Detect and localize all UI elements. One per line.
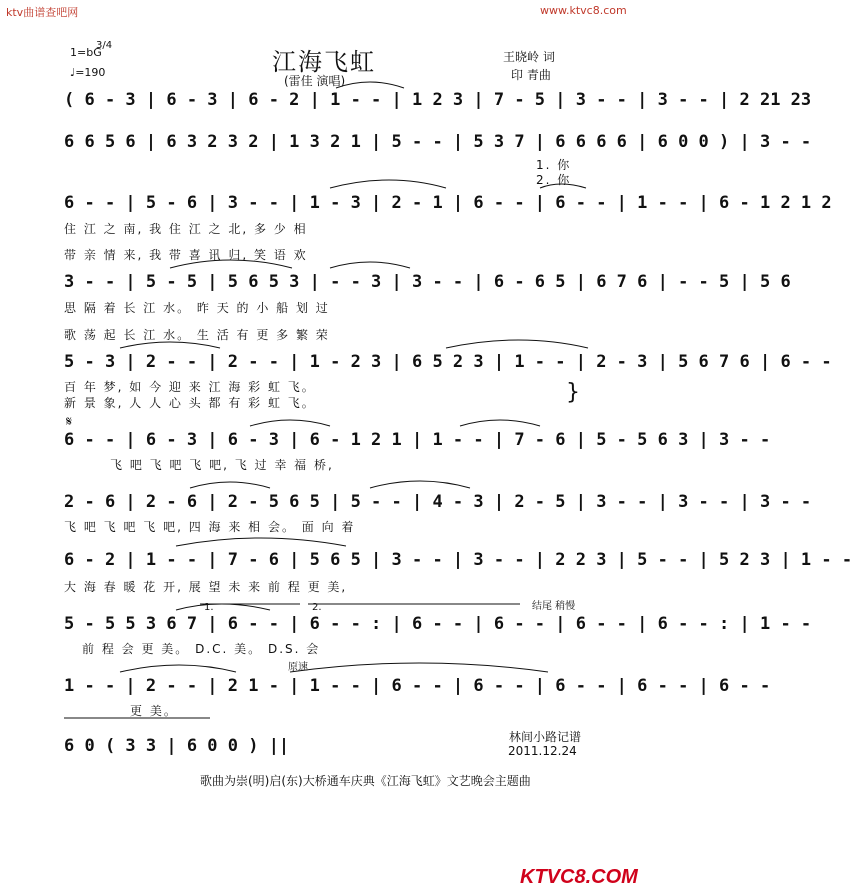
score-line-5: 5 - 3 | 2 - - | 2 - - | 1 - 2 3 | 6 5 2 3 | 1 - - | 2 - 3 | 5 6 7 6 | 6 - - [64,352,832,372]
lyric-line-3a: 住 江 之 南, 我 住 江 之 北, 多 少 相 [64,222,308,236]
slur-12 [176,538,346,546]
key-signature: 1=bG [70,46,102,59]
time-signature: 3/4 [96,40,113,51]
slur-9 [460,420,540,426]
score-line-4: 3 - - | 5 - 5 | 5 6 5 3 | - - 3 | 3 - - | 6 - 6 5 | 6 7 6 | - - 5 | 5 6 [64,272,791,292]
score-line-11: 6 0 ( 3 3 | 6 0 0 ) || [64,736,290,756]
score-line-1: ( 6 - 3 | 6 - 3 | 6 - 2 | 1 - - | 1 2 3 | 7 - 5 | 3 - - | 3 - - | 2 21 23 [64,90,812,110]
lyricist: 王晓岭 词 [503,50,555,64]
tempo-return: 原速 [288,662,308,673]
ending-label: 结尾 稍慢 [532,601,576,612]
slur-5 [330,262,410,268]
score-line-3: 6 - - | 5 - 6 | 3 - - | 1 - 3 | 2 - 1 | 6 - - | 6 - - | 1 - - | 6 - 1 2 1 2 [64,193,832,213]
segno-mark: 𝄋 [66,414,73,430]
score-line-2: 6 6 5 6 | 6 3 2 3 2 | 1 3 2 1 | 5 - - | 5 3 7 | 6 6 6 6 | 6 0 0 ) | 3 - - [64,132,812,152]
score-line-9: 5 - 5 5 3 6 7 | 6 - - | 6 - - : | 6 - - | 6 - - | 6 - - | 6 - - : | 1 - - [64,614,812,634]
performer: (雷佳 演唱) [284,74,346,88]
slur-3 [540,184,586,188]
slur-13 [176,604,270,610]
slur-15 [290,663,548,672]
slur-10 [190,482,270,488]
volta-1: 1. [204,602,214,613]
volta-2: 2. [312,602,322,613]
score-line-6: 6 - - | 6 - 3 | 6 - 3 | 6 - 1 2 1 | 1 - - | 7 - 6 | 5 - 5 6 3 | 3 - - [64,430,771,450]
slur-2 [330,180,446,188]
score-line-10: 1 - - | 2 - - | 2 1 - | 1 - - | 6 - - | 6 - - | 6 - - | 6 - - | 6 - - [64,676,771,696]
lyric-line-5b: 新 景 象, 人 人 心 头 都 有 彩 虹 飞。 [64,396,316,410]
tempo-marking: ♩=190 [70,66,106,79]
lyric-line-5a: 百 年 梦, 如 今 迎 来 江 海 彩 虹 飞。 [64,380,316,394]
score-line-8: 6 - 2 | 1 - - | 7 - 6 | 5 6 5 | 3 - - | 3 - - | 2 2 3 | 5 - - | 5 2 3 | 1 - - [64,550,852,570]
score-line-7: 2 - 6 | 2 - 6 | 2 - 5 6 5 | 5 - - | 4 - 3 | 2 - 5 | 3 - - | 3 - - | 3 - - [64,492,812,512]
song-title: 江海飞虹 [272,48,376,76]
verse-brace: } [566,380,580,405]
lyric-line-10: 更 美。 [130,704,178,718]
slur-11 [370,481,470,488]
lyric-line-2b: 2. 你 [536,173,572,187]
slur-4 [170,260,292,268]
lyric-line-3b: 带 亲 情 来, 我 带 喜 讯 归, 笑 语 欢 [64,248,308,262]
lyric-line-9: 前 程 会 更 美。 D.C. 美。 D.S. 会 [82,642,321,656]
slur-6 [120,342,220,348]
footer-note: 歌曲为崇(明)启(东)大桥通车庆典《江海飞虹》文艺晚会主题曲 [200,774,531,788]
brand-logo: KTVC8.COM [520,866,638,888]
lyric-line-6: 飞 吧 飞 吧 飞 吧, 飞 过 幸 福 桥, [110,458,334,472]
lyric-line-8: 大 海 春 暖 花 开, 展 望 未 来 前 程 更 美, [64,580,348,594]
slur-7 [446,340,588,348]
slur-14 [120,665,236,672]
watermark-left: ktv曲谱查吧网 [6,6,79,19]
lyric-line-4b: 歌 荡 起 长 江 水。 生 活 有 更 多 繁 荣 [64,328,330,342]
slur-1 [336,82,404,88]
lyric-line-7: 飞 吧 飞 吧 飞 吧, 四 海 来 相 会。 面 向 着 [64,520,356,534]
transcriber-date: 2011.12.24 [508,744,577,758]
lyric-line-4a: 思 隔 着 长 江 水。 昨 天 的 小 船 划 过 [64,301,330,315]
slur-8 [250,420,330,426]
lyric-line-2a: 1. 你 [536,158,572,172]
transcriber-name: 林间小路记谱 [509,730,582,744]
composer: 印 青曲 [511,68,551,82]
watermark-right: www.ktvc8.com [540,4,627,17]
